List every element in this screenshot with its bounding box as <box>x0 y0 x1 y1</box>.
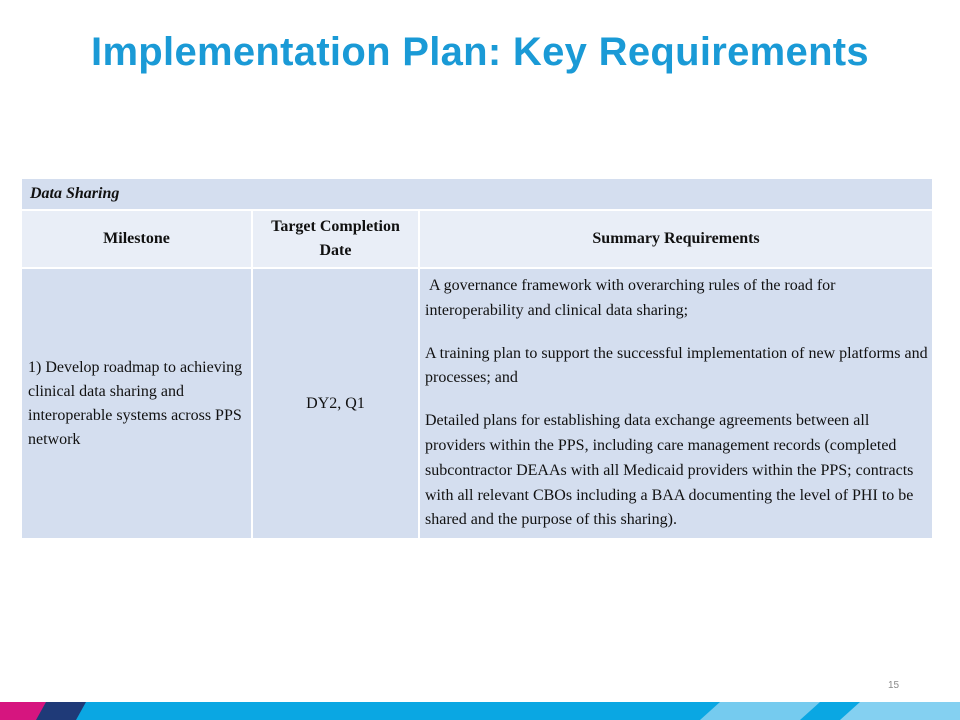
column-header-target-date: Target Completion Date <box>252 210 419 268</box>
milestone-cell: 1) Develop roadmap to achieving clinical data sharing and interoperable systems across PPS network <box>21 268 252 539</box>
summary-item: A governance framework with overarching rules of the road for interoperability and clinical data sharing; <box>425 277 840 319</box>
table-row <box>21 268 933 539</box>
column-header-milestone: Milestone <box>21 210 252 268</box>
slide-title: Implementation Plan: Key Requirements <box>91 30 869 74</box>
summary-item: Detailed plans for establishing data exchange agreements between all providers within the PPS, including care management records (completed subcontractor DEAAs with all Medicaid providers within the PPS; contracts with all relevant CBOs including a BAA documenting the level of PHI to be shared and the purpose of this sharing). <box>425 412 914 529</box>
target-date-cell: DY2, Q1 <box>252 268 419 539</box>
footer-decoration <box>0 702 960 720</box>
table-section-row <box>21 178 933 210</box>
requirements-table <box>20 177 934 540</box>
summary-item: A training plan to support the successful implementation of new platforms and processes; and <box>425 344 928 387</box>
column-header-summary: Summary Requirements <box>419 210 933 268</box>
summary-cell <box>419 268 933 539</box>
page-number: 15 <box>888 680 900 691</box>
section-title: Data Sharing <box>21 178 933 210</box>
table-header-row <box>21 210 933 268</box>
